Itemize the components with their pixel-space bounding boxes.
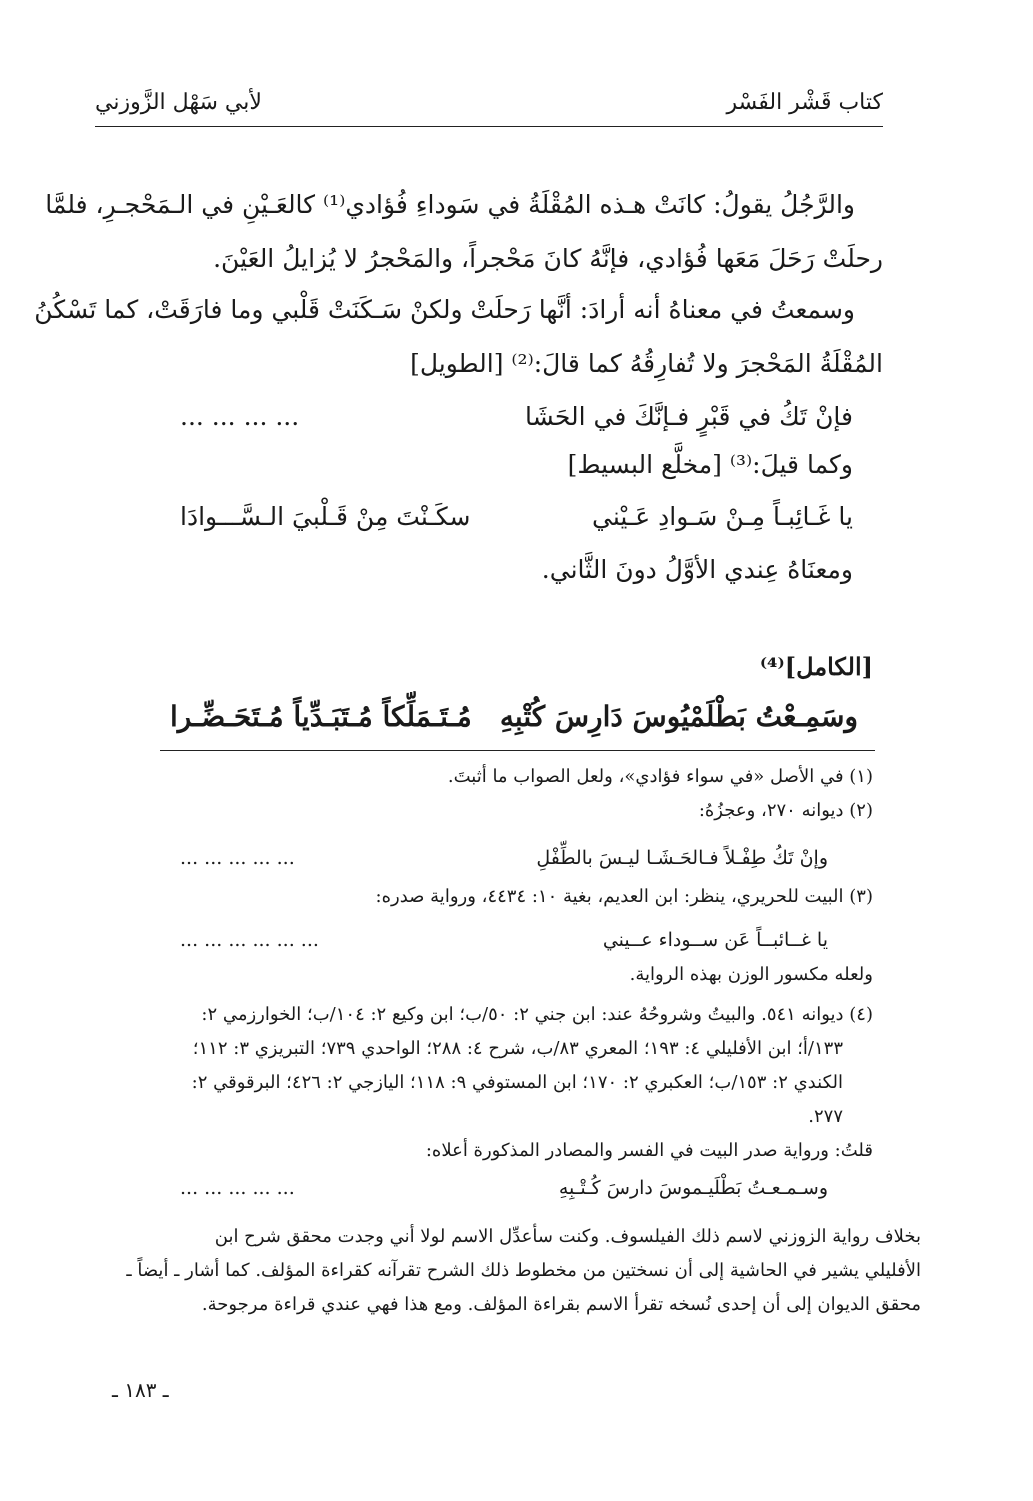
footnote-line: الأفليلي يشير في الحاشية إلى أن نسختين من مخطوط ذلك الشرح تقرآنه كقراءة المؤلف. كما أشار ـ أيضاً ـ [126,1260,921,1281]
paragraph-line: والرَّجُلُ يقولُ: كانَتْ هـذه المُقْلَةُ في سَوداءِ فُؤادي⁽¹⁾ كالعَـيْنِ في الـمَحْجـرِ، فلمَّا [45,190,855,219]
verse-hemistich-second: مُـتَـمَلِّكاً مُـتَبَـدِّياً مُـتَحَـضِّـرا [170,700,472,733]
verse-intro: وكما قيلَ:⁽³⁾ [مخلَّع البسيط] [567,450,853,479]
footnote-line: قلتُ: ورواية صدر البيت في الفسر والمصادر المذكورة أعلاه: [425,1140,873,1161]
footnote-line: محقق الديوان إلى أن إحدى نُسخه تقرأ الاسم بقراءة المؤلف. ومع هذا فهي عندي قراءة مرجوحة. [201,1294,921,1315]
author-name: لأبي سَهْل الزَّوزني [95,90,262,115]
footnote-2-verse [180,840,828,876]
footnote-line: ٢٧٧. [808,1106,843,1127]
running-header [95,86,883,127]
footnote-3-verse [180,922,828,958]
paragraph-line: المُقْلَةُ المَحْجرَ ولا تُفارِقُهُ كما قالَ:⁽²⁾ [الطويل] [410,349,883,378]
footnote-line: الكندي ٢: ١٥٣/ب؛ العكبري ٢: ١٧٠؛ ابن المستوفي ٩: ١١٨؛ اليازجي ٢: ٤٢٦؛ البرقوقي ٢: [191,1072,843,1093]
footnote-3 [110,880,873,914]
verse-hemistich-second: ... ... ... ... ... ... [180,929,319,951]
footnote-line: (٢) ديوانه ٢٧٠، وعجزُهُ: [698,800,873,821]
verse-hemistich-first: يا غــائبــاً عَن ســوداء عــيني [602,929,828,951]
verse-hemistich-second: ... ... ... ... ... [180,1177,295,1199]
footnote-3-note [110,958,873,992]
verse-hemistich-first: وسَمِـعْتُ بَطْلَمْيُوسَ دَارِسَ كُتْبِهِ [499,700,858,733]
footnote-divider [160,750,875,751]
footnote-4 [110,998,873,1168]
footnote-line: ولعله مكسور الوزن بهذه الرواية. [629,964,873,985]
paragraph-line: رحلَتْ رَحَلَ مَعَها فُؤادي، فإنَّهُ كانَ مَحْجراً، والمَحْجرُ لا يُزايلُ العَيْنَ. [213,244,883,273]
page-number: ـ ١٨٣ ـ [112,1378,169,1402]
verse-hemistich-second: سكَـنْتَ مِنْ قَـلْبيَ الـسَّـــوادَا [180,502,471,531]
paragraph-1 [45,178,883,286]
main-verse [170,692,858,742]
footnote-4-verse [180,1170,828,1206]
verse-1 [180,392,853,442]
footnote-4-paragraph [110,1220,921,1322]
verse-2 [180,492,853,542]
verse-hemistich-first: يا غَـائِبـاً مِـنْ سَـوادِ عَـيْني [592,502,853,531]
verse-hemistich-first: وسـمـعـتُ بَطْلَيـموسَ دارسَ كُـتْـبِهِ [558,1177,828,1199]
footnote-line: بخلاف رواية الزوزني لاسم ذلك الفيلسوف. وكنت سأعدِّل الاسم لولا أني وجدت محقق شرح ابن [214,1226,921,1247]
footnote-line: (٣) البيت للحريري، ينظر: ابن العديم، بغية ١٠: ٤٤٣٤، ورواية صدره: [375,886,873,907]
meter-label: [الكامل]⁽⁴⁾ [759,652,873,681]
paragraph-2 [34,283,883,391]
verse-hemistich-first: وإنْ تَكُ طِفْـلاً فـالحَـشَـا ليـسَ بالطِّفْلِ [536,847,828,869]
conclusion-line: ومعنَاهُ عِندي الأوَّلُ دونَ الثَّاني. [541,555,853,584]
footnote-line: (٤) ديوانه ٥٤١. والبيتُ وشروحُهُ عند: ابن جني ٢: ٥٠/ب؛ ابن وكيع ٢: ١٠٤/ب؛ الخوارزمي ٢: [201,1004,873,1025]
footnote-1 [110,760,873,828]
verse-hemistich-first: فإنْ تَكُ في قَبْرٍ فـإنَّكَ في الحَشَا [524,402,853,431]
footnote-line: (١) في الأصل «في سواء فؤادي»، ولعل الصواب ما أثبتَ. [447,766,873,787]
verse-hemistich-second: ... ... ... ... [180,402,300,431]
book-title: كتاب قَشْر الفَسْر [726,90,883,115]
paragraph-line: وسمعتُ في معناهُ أنه أرادَ: أنَّها رَحلَتْ ولكنْ سَـكَنَتْ قَلْبي وما فارَقَتْ، كما تَسْكُنُ [34,295,855,324]
verse-hemistich-second: ... ... ... ... ... [180,847,295,869]
footnote-line: ١٣٣/أ؛ ابن الأفليلي ٤: ١٩٣؛ المعري ٨٣/ب، شرح ٤: ٢٨٨؛ الواحدي ٧٣٩؛ التبريزي ٣: ١١٢؛ [192,1038,843,1059]
